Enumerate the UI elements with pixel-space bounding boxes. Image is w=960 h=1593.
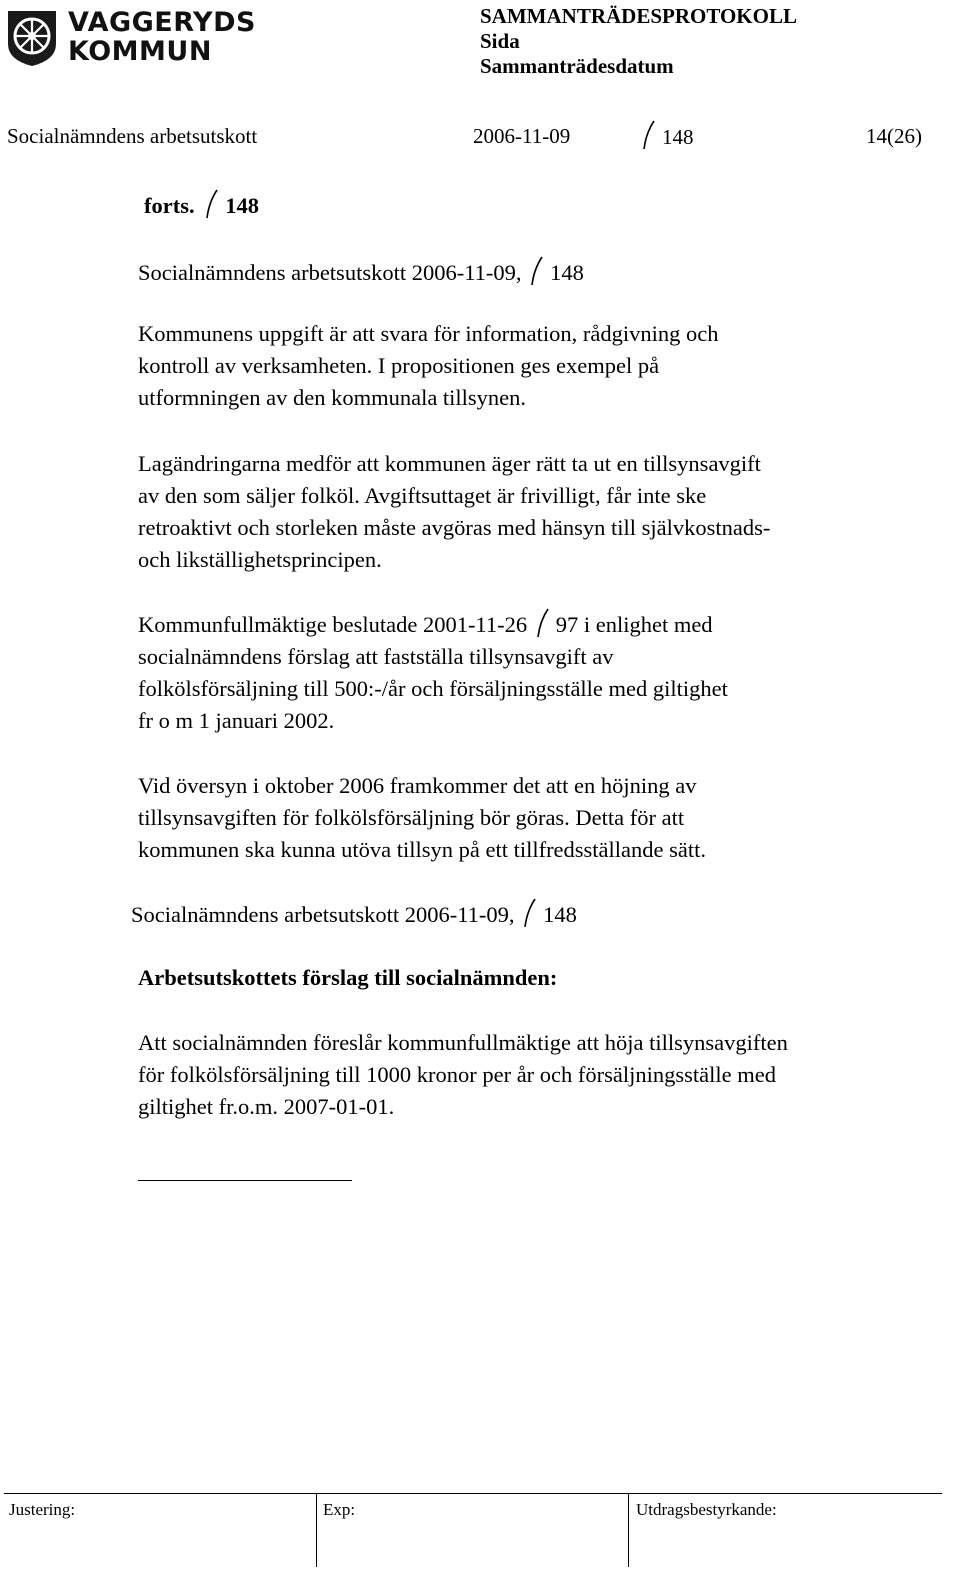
reference-number: 148 — [550, 260, 584, 285]
page-number: 14(26) — [866, 124, 922, 148]
footer-justering-label: Justering: — [9, 1500, 76, 1519]
paragraph-number: 148 — [662, 125, 694, 149]
paragraph-line: Kommunens uppgift är att svara för information, rådgivning och — [138, 321, 719, 346]
paragraph-line: och likställighetsprincipen. — [138, 547, 382, 572]
footer-utdrag-label: Utdragsbestyrkande: — [636, 1500, 777, 1519]
section-sign-icon — [537, 608, 550, 638]
signature-rule — [138, 1180, 352, 1181]
logo-line-1: VAGGERYDS — [68, 7, 256, 38]
paragraph-line: fr o m 1 januari 2002. — [138, 708, 335, 733]
municipality-logo-text — [68, 8, 256, 66]
paragraph-line: socialnämndens förslag att fastställa tillsynsavgift av — [138, 644, 614, 669]
paragraph-line: kommunen ska kunna utöva tillsyn på ett tillfredsställande sätt. — [138, 837, 707, 862]
paragraph-line — [138, 608, 728, 641]
committee-name: Socialnämndens arbetsutskott — [7, 124, 258, 148]
document-type: SAMMANTRÄDESPROTOKOLL — [480, 4, 797, 28]
municipality-shield-icon — [5, 8, 59, 68]
decision-text-cont: 97 i enlighet med — [555, 612, 713, 637]
section-sign-icon — [524, 898, 537, 928]
forts-label: forts. — [144, 193, 195, 218]
continuation-heading — [144, 189, 259, 219]
paragraph-line: tillsynsavgiften för folkölsförsäljning bör göras. Detta för att — [138, 805, 685, 830]
footer-exp-label: Exp: — [323, 1500, 356, 1519]
paragraph-1 — [138, 318, 719, 414]
forts-number: 148 — [225, 193, 259, 218]
paragraph-line: retroaktivt och storleken måste avgöras med hänsyn till självkostnads- — [138, 515, 771, 540]
footer-column-divider — [628, 1493, 629, 1567]
section-sign-icon — [206, 189, 219, 219]
paragraph-line: Lagändringarna medför att kommunen äger rätt ta ut en tillsynsavgift — [138, 451, 761, 476]
proposal-heading: Arbetsutskottets förslag till socialnämnden: — [138, 965, 558, 990]
proposal-text — [138, 1027, 788, 1123]
footer-divider — [4, 1493, 942, 1494]
reference-text: Socialnämndens arbetsutskott 2006-11-09, — [138, 260, 522, 285]
paragraph-line: Vid översyn i oktober 2006 framkommer det att en höjning av — [138, 773, 697, 798]
reference-text: Socialnämndens arbetsutskott 2006-11-09, — [131, 902, 515, 927]
paragraph-line: Att socialnämnden föreslår kommunfullmäktige att höja tillsynsavgiften — [138, 1030, 788, 1055]
paragraph-3 — [138, 608, 728, 737]
reference-line-2 — [131, 898, 577, 931]
reference-line-1 — [138, 256, 584, 289]
paragraph-line: utformningen av den kommunala tillsynen. — [138, 385, 527, 410]
paragraph-2 — [138, 448, 770, 576]
footer-column-divider — [316, 1493, 317, 1567]
decision-text: Kommunfullmäktige beslutade 2001-11-26 — [138, 612, 528, 637]
protocol-header — [480, 4, 797, 79]
paragraph-line: kontroll av verksamheten. I propositionen ges exempel på — [138, 353, 660, 378]
paragraph-line: giltighet fr.o.m. 2007-01-01. — [138, 1094, 395, 1119]
paragraph-line: folkölsförsäljning till 500:-/år och försäljningsställe med giltighet — [138, 676, 728, 701]
paragraph-line: av den som säljer folköl. Avgiftsuttaget är frivilligt, får inte ske — [138, 483, 707, 508]
paragraph-4 — [138, 770, 706, 866]
page-label: Sida — [480, 29, 520, 53]
meeting-date: 2006-11-09 — [473, 124, 571, 148]
paragraph-line: för folkölsförsäljning till 1000 kronor per år och försäljningsställe med — [138, 1062, 776, 1087]
section-sign-icon — [643, 120, 656, 150]
logo-line-2: KOMMUN — [68, 36, 212, 67]
meta-paragraph — [643, 120, 694, 150]
reference-number: 148 — [543, 902, 577, 927]
section-sign-icon — [531, 256, 544, 286]
meeting-date-label: Sammanträdesdatum — [480, 54, 674, 78]
